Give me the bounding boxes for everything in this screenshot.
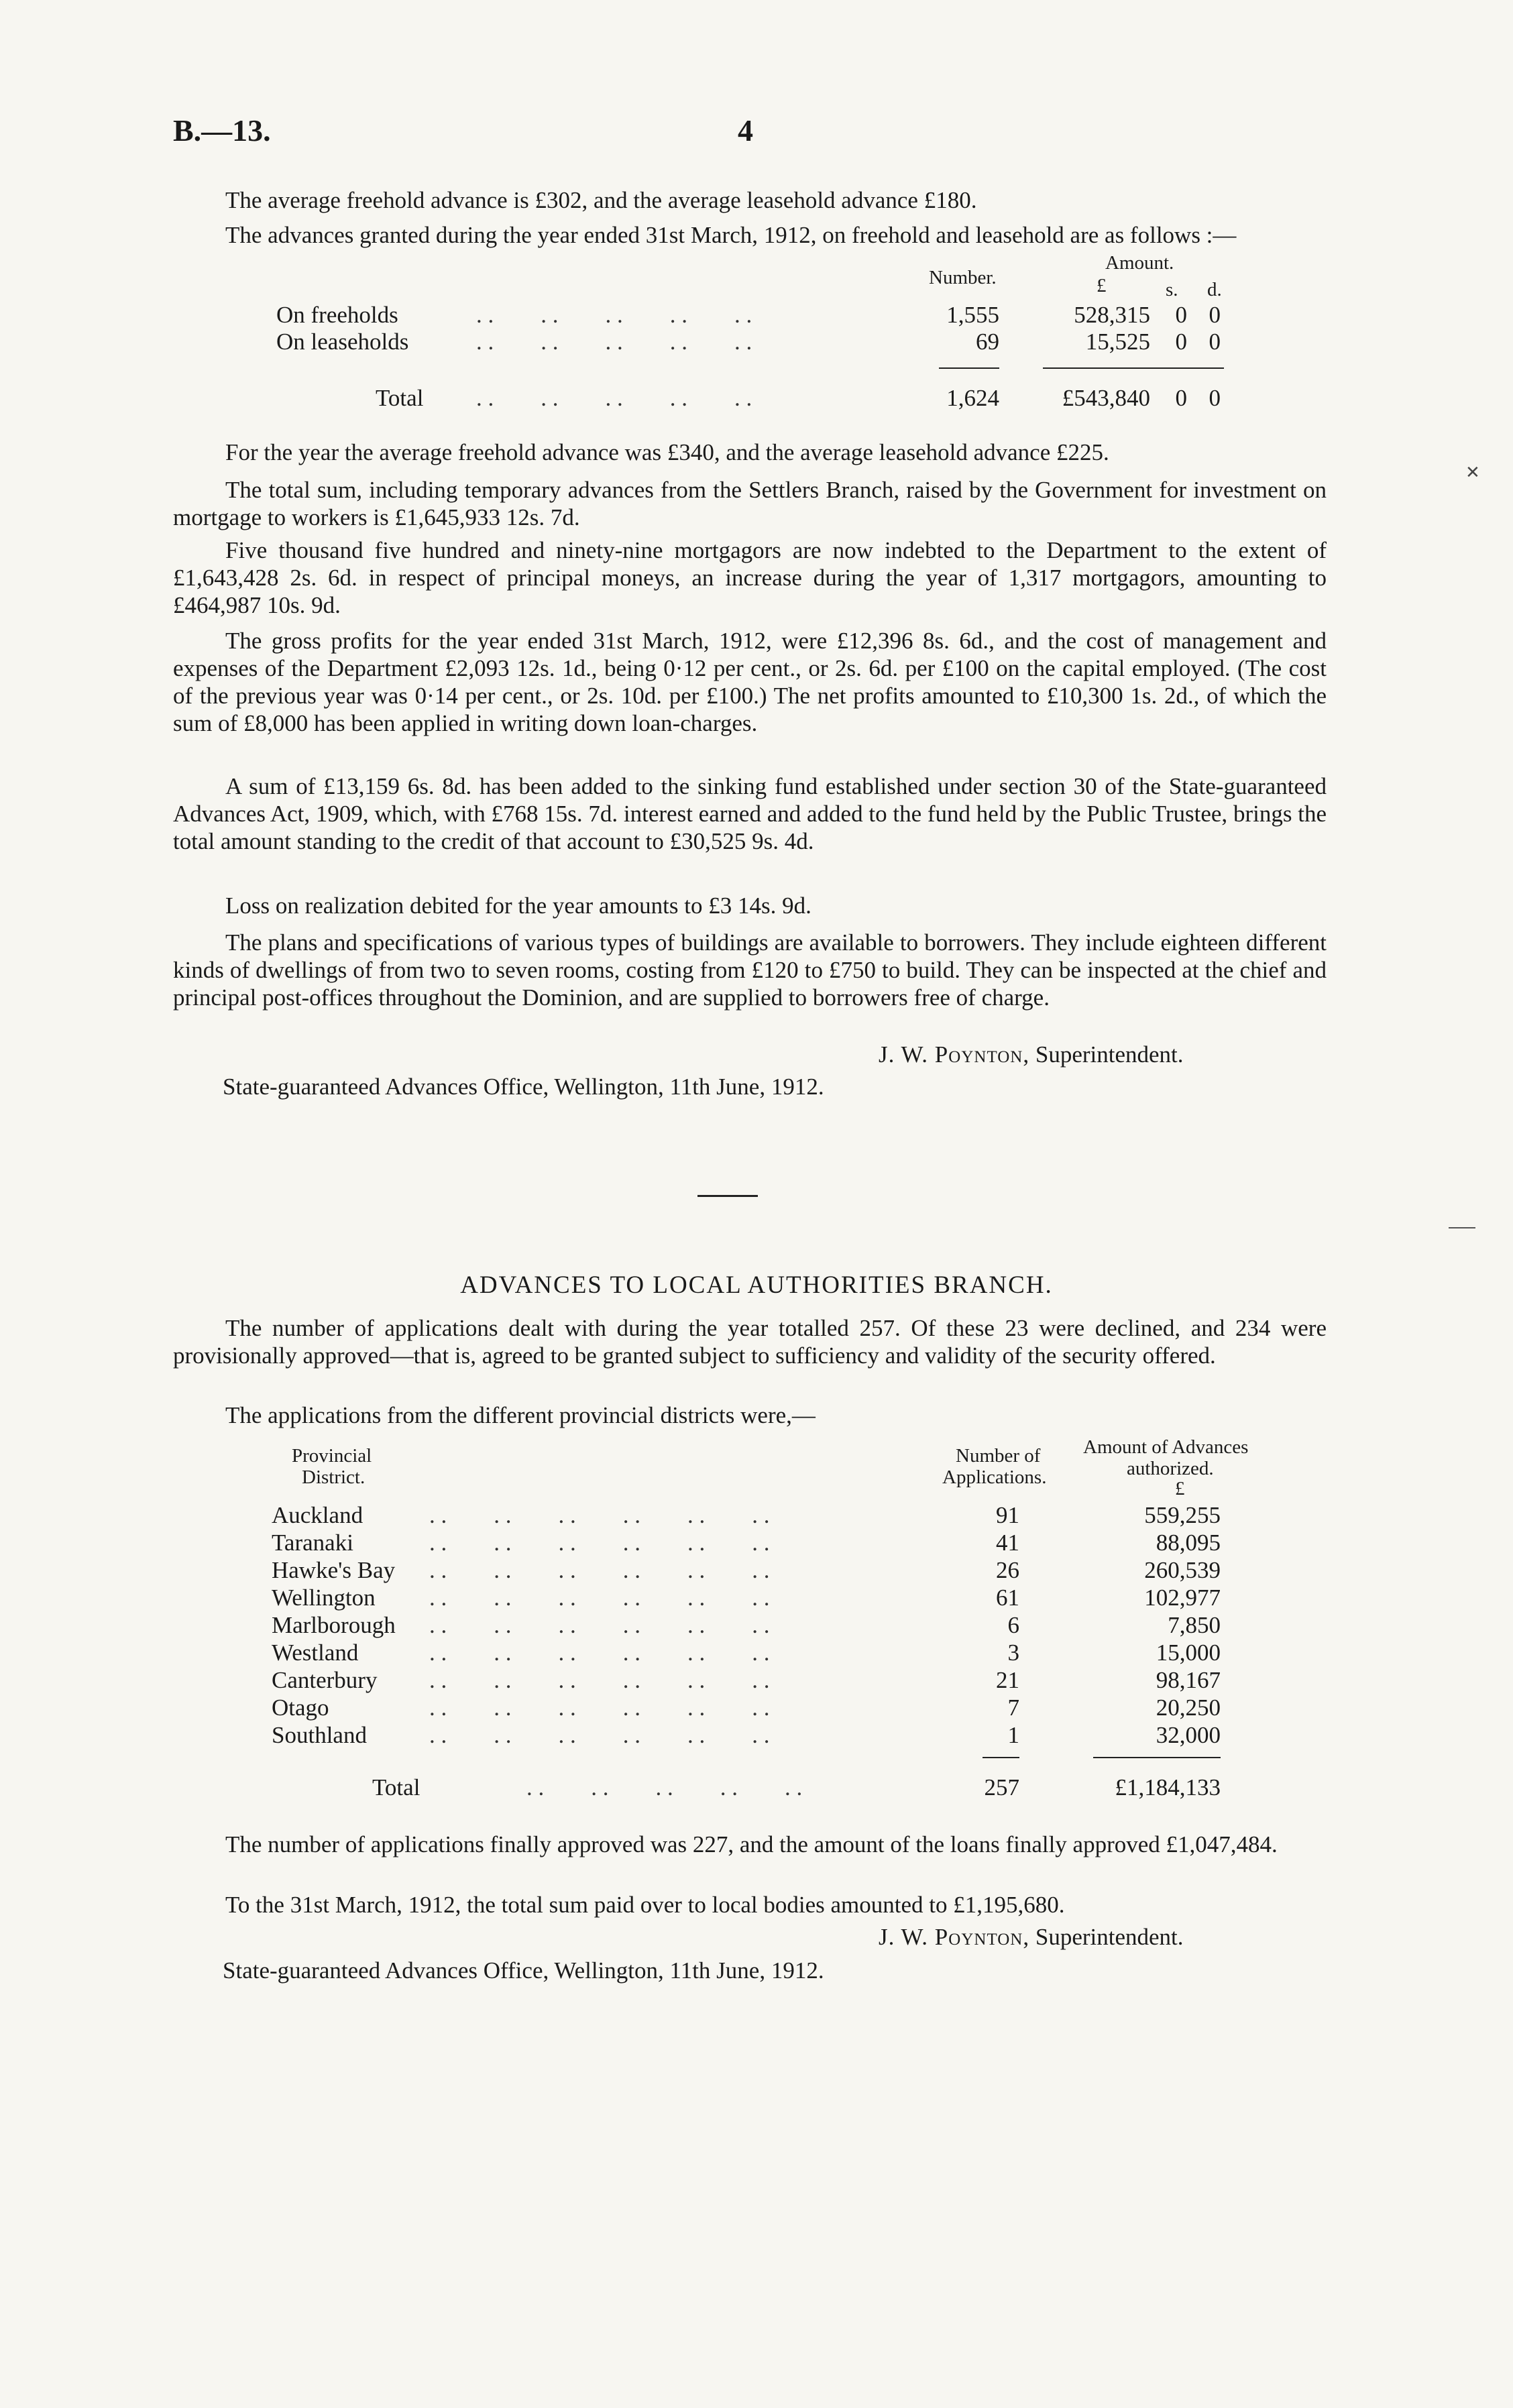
applications-total-rule bbox=[983, 1757, 1019, 1758]
signature-name: J. W. Poynton, bbox=[879, 1924, 1030, 1950]
signature-title: Superintendent. bbox=[1035, 1041, 1184, 1068]
table-total-row: Total . . . . . . . . . . 1,624 £543,840 0 0 bbox=[376, 385, 1221, 411]
paragraph-sinking-fund: A sum of £13,159 6s. 8d. has been added to the sinking fund established under section 30 of the State-guaranteed Advances Act, 1909, which, with £768 15s. 7d. interest earned and added to the fund held by the Public Trustee, brings the total amount standing to the credit of that account to £30,525 9s. 4d. bbox=[173, 773, 1327, 854]
table-row: Westland . . . . . . . . . . . . 3 15,000 bbox=[272, 1640, 1221, 1666]
col-amount-unit: £ bbox=[1175, 1478, 1185, 1499]
paragraph-year-average: For the year the average freehold advance was £340, and the average leasehold advance £225. bbox=[225, 439, 1109, 465]
paragraph-advances-granted: The advances granted during the year ended 31st March, 1912, on freehold and leasehold are as follows :— bbox=[225, 222, 1237, 248]
col-applications-header-2: Applications. bbox=[942, 1467, 1047, 1488]
col-amount-header-2: authorized. bbox=[1127, 1458, 1214, 1479]
signature-name: J. W. Poynton, bbox=[879, 1041, 1030, 1068]
unit-pounds: £ bbox=[1097, 275, 1107, 296]
signature-title: Superintendent. bbox=[1035, 1924, 1184, 1950]
col-applications-header-1: Number of bbox=[956, 1445, 1041, 1467]
paragraph-total-paid: To the 31st March, 1912, the total sum paid over to local bodies amounted to £1,195,680. bbox=[225, 1892, 1065, 1918]
col-district-header-1: Provincial bbox=[292, 1445, 372, 1467]
paragraph-districts-intro: The applications from the different provincial districts were,— bbox=[225, 1402, 816, 1428]
paragraph-loss-realization: Loss on realization debited for the year amounts to £3 14s. 9d. bbox=[225, 893, 811, 919]
table-row: Otago . . . . . . . . . . . . 7 20,250 bbox=[272, 1695, 1221, 1721]
amount-total-rule bbox=[1093, 1757, 1221, 1758]
table-row: Wellington . . . . . . . . . . . . 61 102,977 bbox=[272, 1585, 1221, 1611]
paragraph-applications: The number of applications dealt with during the year totalled 257. Of these 23 were declined, and 234 were provisionally approved—that is, agreed to be granted subject to sufficiency and validity of the security offered. bbox=[173, 1315, 1327, 1369]
signature bbox=[879, 1041, 1184, 1068]
table-row: Auckland . . . . . . . . . . . . 91 559,255 bbox=[272, 1502, 1221, 1528]
signature bbox=[879, 1923, 1184, 1951]
paragraph-gross-profits: The gross profits for the year ended 31st March, 1912, were £12,396 8s. 6d., and the cost of management and expenses of the Department £2,093 12s. 1d., being 0·12 per cent., or 2s. 6d. per £100 on the capital employed. (The cost of the previous year was 0·14 per cent., or 2s. 10d. per £100.) The net profits amounted to £10,300 1s. 2d., of which the sum of £8,000 has been applied in writing down loan-charges. bbox=[173, 628, 1327, 736]
table-total-row: Total . . . . . . . . . . 257 £1,184,133 bbox=[372, 1774, 1221, 1800]
page-number: 4 bbox=[738, 113, 753, 148]
number-total-rule bbox=[939, 367, 999, 369]
table-row: On leaseholds . . . . . . . . . . 69 15,525 0 0 bbox=[276, 329, 1221, 355]
office-line: State-guaranteed Advances Office, Wellington, 11th June, 1912. bbox=[223, 1074, 824, 1100]
amount-total-rule bbox=[1043, 367, 1224, 369]
col-number-header: Number. bbox=[929, 267, 997, 288]
paragraph-total-sum: The total sum, including temporary advances from the Settlers Branch, raised by the Government for investment on mortgage to workers is £1,645,933 12s. 7d. bbox=[173, 477, 1327, 530]
scan-mark: ✕ bbox=[1465, 463, 1480, 482]
paragraph-finally-approved: The number of applications finally approved was 227, and the amount of the loans finally approved £1,047,484. bbox=[225, 1831, 1278, 1857]
section-heading: ADVANCES TO LOCAL AUTHORITIES BRANCH. bbox=[460, 1271, 1053, 1299]
table-row: Taranaki . . . . . . . . . . . . 41 88,095 bbox=[272, 1530, 1221, 1556]
table-row: Hawke's Bay . . . . . . . . . . . . 26 260,539 bbox=[272, 1557, 1221, 1583]
table-row: Canterbury . . . . . . . . . . . . 21 98,167 bbox=[272, 1667, 1221, 1693]
paragraph-plans: The plans and specifications of various types of buildings are available to borrowers. They include eighteen different kinds of dwellings of from two to seven rooms, costing from £120 to £750 to build. They can be inspected at the chief and principal post-offices throughout the Dominion, and are supplied to borrowers free of charge. bbox=[173, 929, 1327, 1011]
col-district-header-2: District. bbox=[302, 1467, 366, 1488]
section-divider bbox=[697, 1195, 758, 1197]
col-amount-header: Amount. bbox=[1105, 252, 1174, 274]
unit-pence: d. bbox=[1207, 279, 1222, 300]
unit-shillings: s. bbox=[1166, 279, 1178, 300]
scan-mark bbox=[1449, 1227, 1475, 1228]
col-amount-header-1: Amount of Advances bbox=[1083, 1436, 1249, 1458]
paragraph-mortgagors: Five thousand five hundred and ninety-nine mortgagors are now indebted to the Department to the extent of £1,643,428 2s. 6d. in respect of principal moneys, an increase during the year of 1,317 mortgagors, amounting to £464,987 10s. 9d. bbox=[173, 537, 1327, 618]
table-row: On freeholds . . . . . . . . . . 1,555 528,315 0 0 bbox=[276, 302, 1221, 328]
paragraph-average-advance: The average freehold advance is £302, and the average leasehold advance £180. bbox=[225, 187, 977, 213]
table-row: Marlborough . . . . . . . . . . . . 6 7,850 bbox=[272, 1612, 1221, 1638]
table-row: Southland . . . . . . . . . . . . 1 32,000 bbox=[272, 1722, 1221, 1748]
report-reference: B.—13. bbox=[173, 113, 271, 148]
office-line: State-guaranteed Advances Office, Wellington, 11th June, 1912. bbox=[223, 1957, 824, 1984]
